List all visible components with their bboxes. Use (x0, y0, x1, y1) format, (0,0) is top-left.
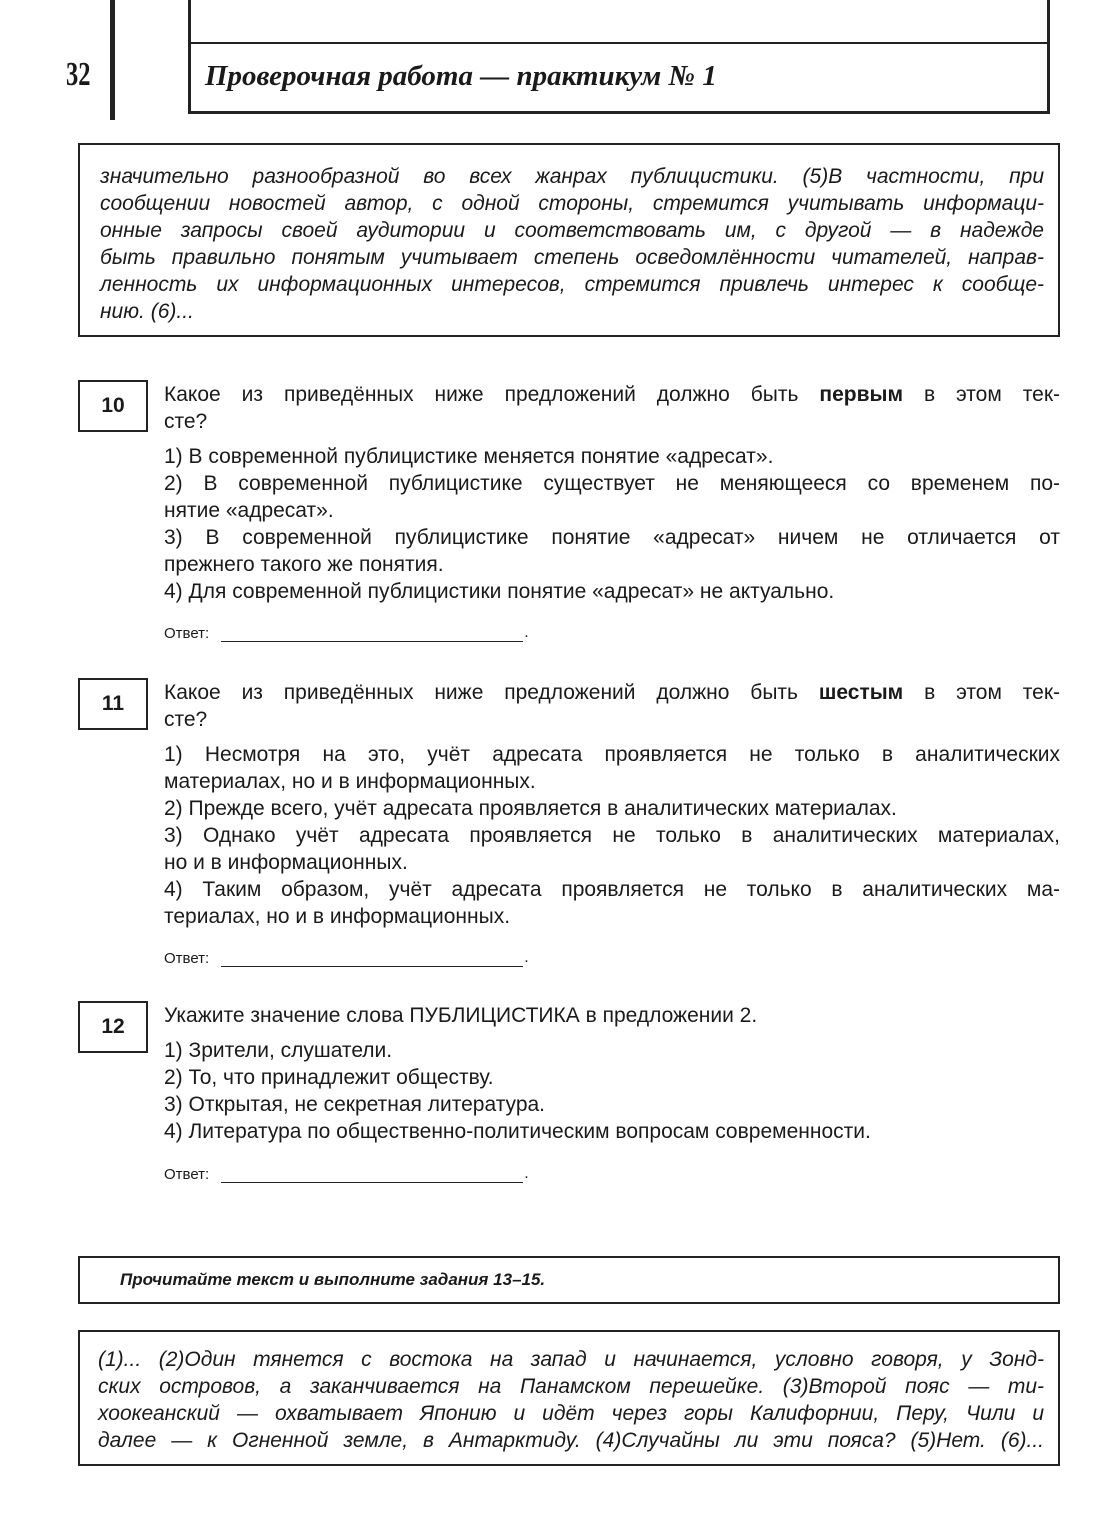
answer-end: . (524, 949, 529, 966)
passage-1-box (78, 143, 1060, 337)
task-12-number: 12 (78, 1001, 148, 1053)
task-11-option-1-cont: материалах, но и в информационных. (164, 770, 536, 793)
task-11 (164, 679, 1060, 930)
task-10-option-3-cont: прежнего такого же понятия. (164, 553, 444, 576)
task-11-question-end: сте? (164, 708, 208, 731)
task-11-option-3-cont: но и в информационных. (164, 851, 408, 874)
page-number: 32 (66, 56, 91, 93)
task-12 (164, 1002, 1060, 1145)
task-10-option-3: 3) В современной публицистике понятие «адресат» ничем не отличается от (164, 526, 1060, 549)
task-11-option-3: 3) Однако учёт адресата проявляется не только в аналитических материалах, (164, 824, 1060, 847)
passage-2-line: хоокеанский — охватывает Японию и идёт через горы Калифорнии, Перу, Чили и (98, 1402, 1044, 1425)
answer-label: Ответ: (164, 950, 210, 967)
task-10-option-1: 1) В современной публицистике меняется понятие «адресат». (164, 445, 774, 468)
answer-label: Ответ: (164, 625, 210, 642)
passage-1-line: ленность их информационных интересов, стремится привлечь интерес к сообще- (100, 273, 1044, 296)
header-divider (110, 0, 115, 120)
answer-label: Ответ: (164, 1166, 210, 1183)
task-11-question: Какое из приведённых ниже предложений должно быть шестым в этом тек- (164, 681, 1061, 704)
answer-field[interactable] (221, 625, 523, 642)
task-10-option-4: 4) Для современной публицистики понятие «адресат» не актуально. (164, 580, 835, 603)
task-10-number: 10 (78, 380, 148, 432)
passage-2 (98, 1346, 1044, 1454)
task-12-answer (164, 1155, 529, 1183)
passage-1-line: сообщении новостей автор, с одной стороны, стремится учитывать информаци- (100, 192, 1044, 215)
task-11-option-4-cont: териалах, но и в информационных. (164, 905, 511, 928)
task-10-option-2-cont: нятие «адресат». (164, 499, 334, 522)
answer-field[interactable] (221, 1166, 523, 1183)
task-11-option-4: 4) Таким образом, учёт адресата проявляется не только в аналитических ма- (164, 878, 1060, 901)
task-10-keyword: первым (819, 383, 903, 406)
task-11-options (164, 741, 1060, 930)
task-12-option-3: 3) Открытая, не секретная литература. (164, 1093, 546, 1116)
task-10-options (164, 443, 1060, 605)
passage-1-line: быть правильно понятым учитывает степень осведомлённости читателей, направ- (100, 246, 1044, 269)
passage-1 (100, 163, 1044, 325)
passage-1-line: нию. (6)... (100, 300, 194, 323)
task-12-option-4: 4) Литература по общественно-политическим вопросам современности. (164, 1120, 871, 1143)
instruction-box (78, 1256, 1060, 1304)
task-12-option-2: 2) То, что принадлежит обществу. (164, 1066, 494, 1089)
task-11-number: 11 (78, 678, 148, 730)
page-title: Проверочная работа — практикум № 1 (205, 60, 717, 92)
header-box (188, 42, 1050, 114)
task-11-keyword: шестым (818, 681, 904, 704)
task-11-answer (164, 939, 529, 967)
header-left-rule (188, 0, 191, 42)
task-10-question: Какое из приведённых ниже предложений должно быть первым в этом тек- (164, 383, 1061, 406)
answer-end: . (524, 1165, 529, 1182)
passage-1-line: значительно разнообразной во всех жанрах публицистики. (5)В частности, при (100, 165, 1044, 188)
passage-2-box (78, 1330, 1060, 1466)
task-12-options (164, 1037, 1060, 1145)
header-right-rule (1047, 0, 1050, 42)
task-10 (164, 381, 1060, 605)
task-10-answer (164, 614, 529, 642)
answer-field[interactable] (221, 950, 523, 967)
passage-2-line: далее — к Огненной земле, в Антарктиду. (4)Случайны ли эти пояса? (5)Нет. (6)... (98, 1429, 1044, 1452)
task-11-option-1: 1) Несмотря на это, учёт адресата проявляется не только в аналитических (164, 743, 1060, 766)
answer-end: . (524, 624, 529, 641)
task-12-option-1: 1) Зрители, слушатели. (164, 1039, 393, 1062)
task-10-question-end: сте? (164, 410, 208, 433)
task-10-option-2: 2) В современной публицистике существует не меняющееся со временем по- (164, 472, 1060, 495)
task-11-option-2: 2) Прежде всего, учёт адресата проявляется в аналитических материалах. (164, 797, 897, 820)
instruction-text: Прочитайте текст и выполните задания 13–15. (120, 1270, 546, 1289)
passage-2-line: ских островов, а заканчивается на Панамском перешейке. (3)Второй пояс — ти- (98, 1375, 1044, 1398)
passage-1-line: онные запросы своей аудитории и соответствовать им, с другой — в надежде (100, 219, 1044, 242)
passage-2-line: (1)... (2)Один тянется с востока на запад и начинается, условно говоря, у Зонд- (98, 1348, 1044, 1371)
task-12-question: Укажите значение слова ПУБЛИЦИСТИКА в предложении 2. (164, 1004, 758, 1027)
